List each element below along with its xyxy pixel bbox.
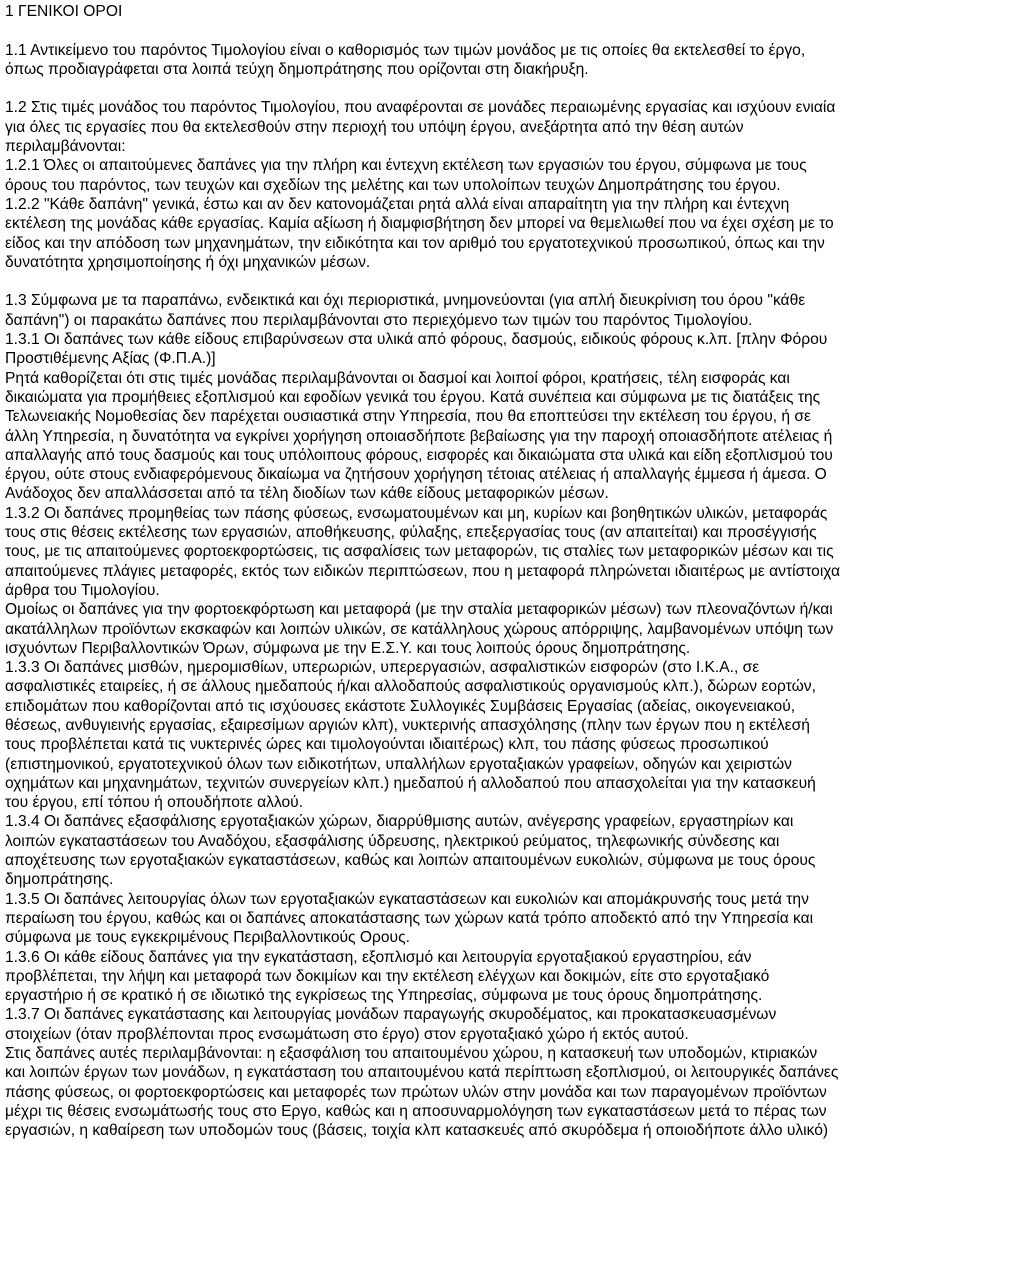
text-line: προβλέπεται, την λήψη και μεταφορά των δοκιμίων και την εκτέλεση ελέγχων και δοκιμών, είτε στο εργοταξιακό bbox=[5, 967, 770, 985]
text-line: 1.3.7 Οι δαπάνες εγκατάστασης και λειτουργίας μονάδων παραγωγής σκυροδέματος, και προκατασκευασμένων bbox=[5, 1006, 777, 1024]
text-line: θέσεως, ανθυγιεινής εργασίας, εξαιρεσίμων αργιών κλπ), νυκτερινής απασχόλησης (πλην των έργων που η εκτέλεσή bbox=[5, 716, 810, 734]
text-line: δικαιώματα για προμήθειες εξοπλισμού και εφοδίων γενικά του έργου. Κατά συνέπεια και σύμφωνα με τις διατάξεις της bbox=[5, 388, 821, 406]
text-line: τους στις θέσεις εκτέλεσης των εργασιών, αποθήκευσης, φύλαξης, επεξεργασίας τους (αν απαιτείται) και προσέγγισής bbox=[5, 524, 817, 542]
text-line: απαλλαγής από τους δασμούς και τους υπόλοιπους φόρους, εισφορές και δικαιώματα στα υλικά και είδη εξοπλισμού του bbox=[5, 446, 833, 464]
text-line: 1.3.6 Οι κάθε είδους δαπάνες για την εγκατάσταση, εξοπλισμό και λειτουργία εργοταξιακού εργαστηρίου, εάν bbox=[5, 948, 752, 966]
text-line: αποχέτευσης των εργοταξιακών εγκαταστάσεων, καθώς και λοιπών απαιτουμένων ευκολιών, σύμφωνα με τους όρους bbox=[5, 852, 816, 870]
text-line: μέχρι τις θέσεις ενσωμάτωσής τους στο Εργο, καθώς και η αποσυναρμολόγηση των εγκαταστάσεων μετά το πέρας των bbox=[5, 1102, 827, 1120]
text-line: επιδομάτων που καθορίζονται από τις ισχύουσες εκάστοτε Συλλογικές Συμβάσεις Εργασίας (αδείας, οικογενειακού, bbox=[5, 697, 796, 715]
text-line: 1 ΓΕΝΙΚΟΙ ΟΡΟΙ bbox=[5, 3, 123, 20]
text-line: περαίωση του έργου, καθώς και οι δαπάνες αποκατάστασης των χώρων κατά τρόπο αποδεκτό από την Υπηρεσία και bbox=[5, 909, 814, 927]
text-line: όπως προδιαγράφεται στα λοιπά τεύχη δημοπράτησης που ορίζονται στη διακήρυξη. bbox=[5, 60, 589, 78]
text-line: Προστιθέμενης Αξίας (Φ.Π.Α.)] bbox=[5, 350, 216, 368]
text-line: 1.2.1 Όλες οι απαιτούμενες δαπάνες για την πλήρη και έντεχνη εκτέλεση των εργασιών του έργου, σύμφωνα με τους bbox=[5, 157, 807, 175]
text-line: απαιτούμενες πλάγιες μεταφορές, εκτός των ειδικών περιπτώσεων, που η μεταφορά πληρώνεται ιδιαιτέρως με αντίστοιχα bbox=[5, 562, 841, 580]
text-line: εργασιών, η καθαίρεση των υποδομών τους (βάσεις, τοιχία κλπ κατασκευές από σκυρόδεμα ή οποιοδήποτε άλλο υλικό) bbox=[5, 1122, 829, 1140]
text-line: Ομοίως οι δαπάνες για την φορτοεκφόρτωση και μεταφορά (με την σταλία μεταφορικών μέσων) των πλεοναζόντων ή/και bbox=[5, 601, 833, 619]
text-line: τους προβλέπεται κατά τις νυκτερινές ώρες και τιμολογούνται ιδιαιτέρως) κλπ, του πάσης φύσεως προσωπικού bbox=[5, 736, 769, 754]
text-line: Ρητά καθορίζεται ότι στις τιμές μονάδας περιλαμβάνονται οι δασμοί και λοιποί φόροι, κρατήσεις, τέλη εισφοράς και bbox=[5, 369, 790, 387]
text-line: εκτέλεση της μονάδας κάθε εργασίας. Καμία αξίωση ή διαμφισβήτηση δεν μπορεί να θεμελιωθεί που να έχει σχέση με το bbox=[5, 215, 834, 233]
text-line: δυνατότητα χρησιμοποίησης ή όχι μηχανικών μέσων. bbox=[5, 253, 371, 271]
text-line: οχημάτων και μηχανημάτων, τεχνιτών συνεργείων κλπ.) ημεδαπού ή αλλοδαπού που απασχολείται για την κατασκευή bbox=[5, 774, 816, 792]
paragraph-gap bbox=[5, 272, 1019, 291]
text-line: τους, με τις απαιτούμενες φορτοεκφορτώσεις, τις ασφαλίσεις των μεταφορών, τις σταλίες των μεταφορικών μέσων και τις bbox=[5, 543, 834, 561]
text-line: 1.2 Στις τιμές μονάδος του παρόντος Τιμολογίου, που αναφέρονται σε μονάδες περαιωμένης εργασίας και ισχύουν ενιαία bbox=[5, 99, 836, 117]
text-line: σύμφωνα με τους εγκεκριμένους Περιβαλλοντικούς Ορους. bbox=[5, 929, 410, 947]
text-line: για όλες τις εργασίες που θα εκτελεσθούν στην περιοχή του υπόψη έργου, ανεξάρτητα από την θέση αυτών bbox=[5, 118, 744, 136]
text-line: άρθρα του Τιμολογίου. bbox=[5, 581, 160, 599]
text-line: λοιπών εγκαταστάσεων του Αναδόχου, εξασφάλισης ύδρευσης, ηλεκτρικού ρεύματος, τηλεφωνικής σύνδεσης και bbox=[5, 832, 780, 850]
text-line: έργου, ούτε στους ενδιαφερόμενους δικαίωμα να ζητήσουν χορήγηση τέτοιας ατέλειας ή απαλλαγής έμμεσα ή άμεσα. Ο bbox=[5, 466, 827, 484]
text-line: στοιχείων (όταν προβλέπονται προς ενσωμάτωση στο έργο) στον εργοταξιακό χώρο ή εκτός αυτού. bbox=[5, 1025, 689, 1043]
text-line: και λοιπών έργων των μονάδων, η εγκατάσταση του απαιτουμένου κατά περίπτωση εξοπλισμού, οι λειτουργικές δαπάνες bbox=[5, 1064, 839, 1082]
text-line: ισχυόντων Περιβαλλοντικών Όρων, σύμφωνα με την Ε.Σ.Υ. και τους λοιπούς όρους δημοπράτησης. bbox=[5, 639, 691, 657]
text-line: δαπάνη") οι παρακάτω δαπάνες που περιλαμβάνονται στο περιεχόμενο των τιμών του παρόντος Τιμολογίου. bbox=[5, 311, 753, 329]
document-body bbox=[5, 2, 1019, 1141]
text-line: περιλαμβάνονται: bbox=[5, 138, 126, 156]
text-line: 1.3.3 Οι δαπάνες μισθών, ημερομισθίων, υπερωριών, υπερεργασιών, ασφαλιστικών εισφορών (στο Ι.Κ.Α., σε bbox=[5, 659, 760, 677]
paragraph-gap bbox=[5, 79, 1019, 98]
paragraph-gap bbox=[5, 21, 1019, 40]
text-line: δημοπράτησης. bbox=[5, 871, 114, 889]
text-line: 1.3.1 Οι δαπάνες των κάθε είδους επιβαρύνσεων στα υλικά από φόρους, δασμούς, ειδικούς φόρους κ.λπ. [πλην Φόρου bbox=[5, 331, 828, 349]
text-line: ασφαλιστικές εταιρείες, ή σε άλλους ημεδαπούς ή/και αλλοδαπούς ασφαλιστικούς οργανισμούς κλπ.), δώρων εορτών, bbox=[5, 678, 816, 696]
text-line: είδος και την απόδοση των μηχανημάτων, την ειδικότητα και τον αριθμό του εργατοτεχνικού προσωπικού, όπως και την bbox=[5, 234, 825, 252]
text-line: ακατάλληλων προϊόντων εκσκαφών και λοιπών υλικών, σε κατάλληλους χώρους απόρριψης, λαμβανομένων υπόψη των bbox=[5, 620, 834, 638]
text-line: (επιστημονικού, εργατοτεχνικού όλων των ειδικοτήτων, υπαλλήλων εργοταξιακών γραφείων, οδηγών και χειριστών bbox=[5, 755, 792, 773]
text-line: 1.3.4 Οι δαπάνες εξασφάλισης εργοταξιακών χώρων, διαρρύθμισης αυτών, ανέγερσης γραφείων, εργαστηρίων και bbox=[5, 813, 794, 831]
text-line: εργαστήριο ή σε κρατικό ή σε ιδιωτικό της εγκρίσεως της Υπηρεσίας, σύμφωνα με τους όρους δημοπράτησης. bbox=[5, 987, 763, 1005]
text-line: 1.3.5 Οι δαπάνες λειτουργίας όλων των εργοταξιακών εγκαταστάσεων και ευκολιών και απομάκρυνσής τους μετά την bbox=[5, 890, 809, 908]
text-line: Ανάδοχος δεν απαλλάσσεται από τα τέλη διοδίων των κάθε είδους μεταφορικών μέσων. bbox=[5, 485, 609, 503]
text-line: του έργου, επί τόπου ή οπουδήποτε αλλού. bbox=[5, 794, 304, 812]
text-line: πάσης φύσεως, οι φορτοεκφορτώσεις και μεταφορές των πρώτων υλών στην μονάδα και των παραγομένων προϊόντων bbox=[5, 1083, 827, 1101]
text-line: 1.2.2 "Κάθε δαπάνη" γενικά, έστω και αν δεν κατονομάζεται ρητά αλλά είναι απαραίτητη για την πλήρη και έντεχνη bbox=[5, 195, 790, 213]
text-line: 1.3.2 Οι δαπάνες προμηθείας των πάσης φύσεως, ενσωματουμένων και μη, κυρίων και βοηθητικών υλικών, μεταφοράς bbox=[5, 504, 828, 522]
text-line: 1.3 Σύμφωνα με τα παραπάνω, ενδεικτικά και όχι περιοριστικά, μνημονεύονται (για απλή διευκρίνιση του όρου "κάθε bbox=[5, 292, 806, 310]
text-line: Στις δαπάνες αυτές περιλαμβάνονται: η εξασφάλιση του απαιτουμένου χώρου, η κατασκευή των υποδομών, κτιριακών bbox=[5, 1045, 818, 1063]
text-line: 1.1 Αντικείμενο του παρόντος Τιμολογίου είναι ο καθορισμός των τιμών μονάδος με τις οποίες θα εκτελεσθεί το έργο, bbox=[5, 41, 806, 59]
text-line: όρους του παρόντος, των τευχών και σχεδίων της μελέτης και των υπολοίπων τευχών Δημοπράτησης του έργου. bbox=[5, 176, 781, 194]
text-line: Τελωνειακής Νομοθεσίας δεν παρέχεται ουσιαστικά στην Υπηρεσία, που θα εποπτεύσει την εκτέλεση του έργου, ή σε bbox=[5, 408, 812, 426]
text-line: άλλη Υπηρεσία, η δυνατότητα να εγκρίνει χορήγηση οποιασδήποτε βεβαίωσης για την παροχή οποιασδήποτε ατέλειας ή bbox=[5, 427, 833, 445]
